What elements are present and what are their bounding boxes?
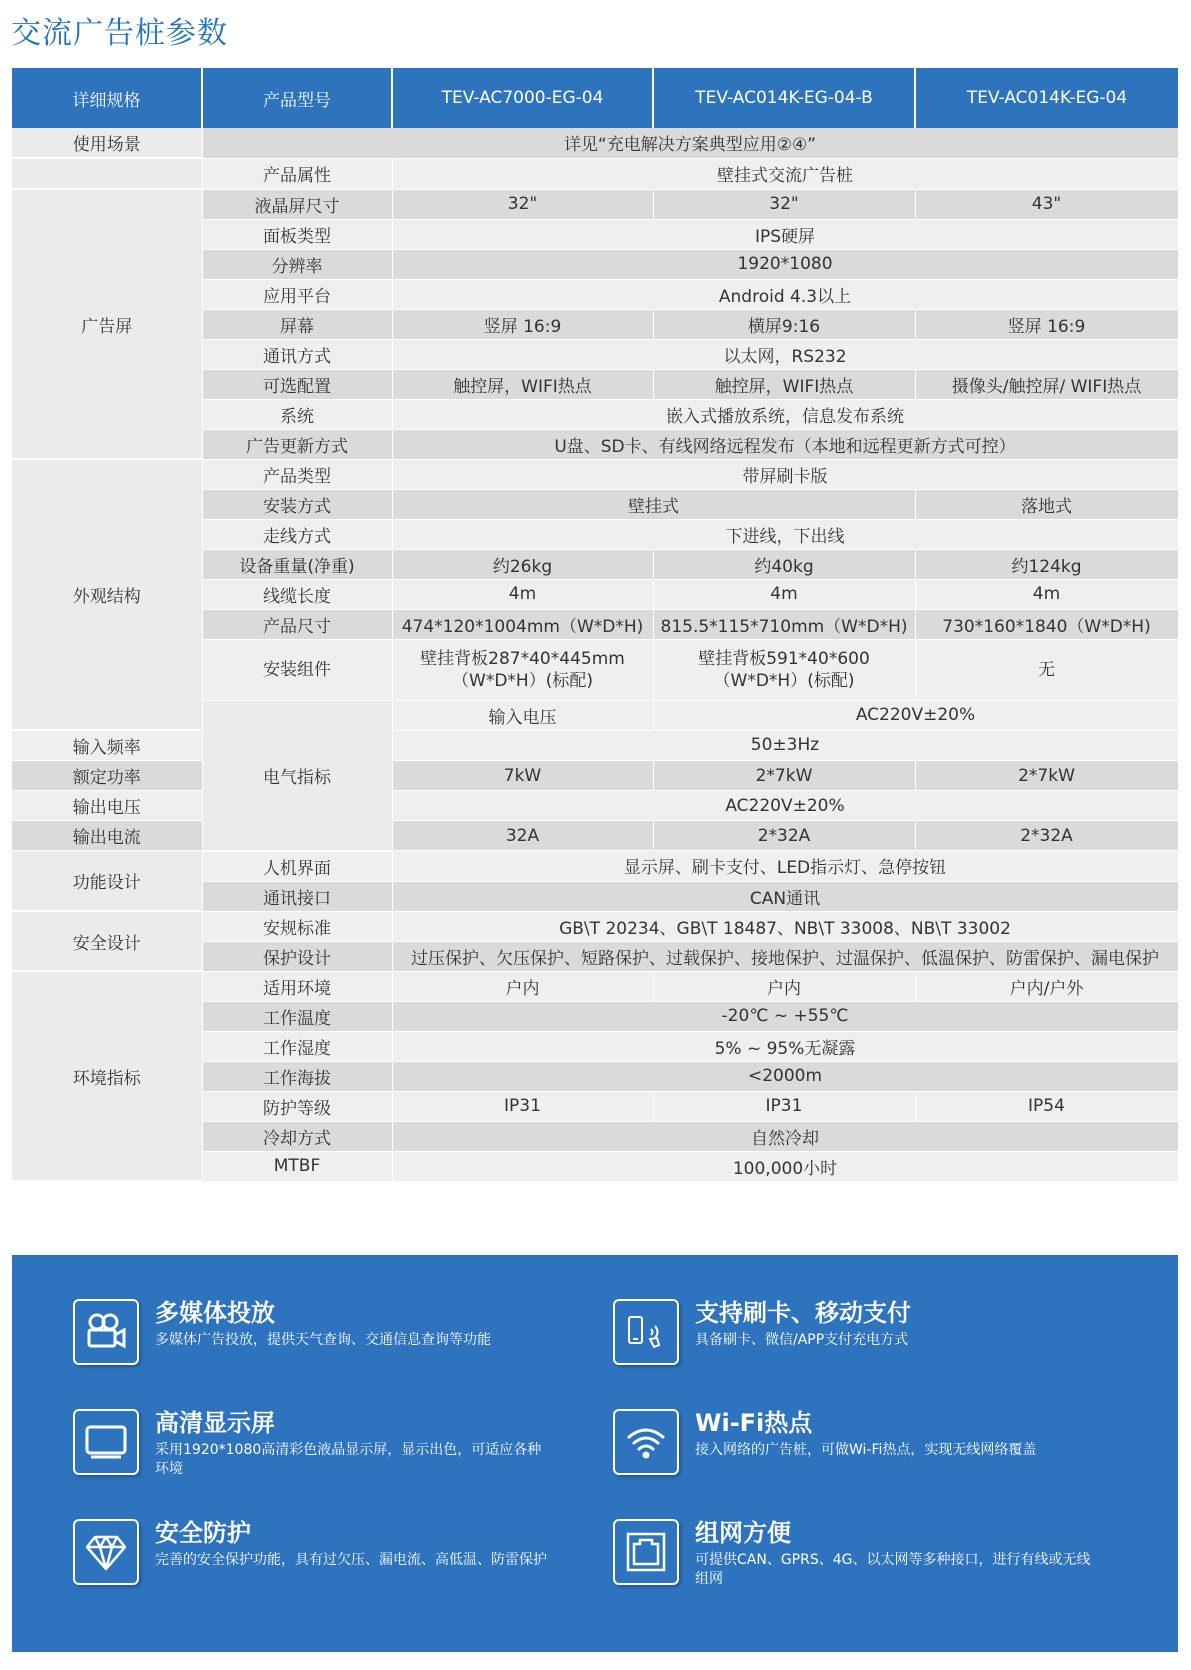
category-cell	[12, 158, 202, 189]
camera-icon	[73, 1299, 139, 1365]
row-label: 冷却方式	[202, 1121, 392, 1151]
category-cell: 外观结构	[12, 459, 202, 730]
row-value: 户内	[392, 971, 653, 1001]
row-value: <2000m	[392, 1061, 1178, 1091]
row-value: Android 4.3以上	[392, 279, 1178, 309]
row-label: 通讯方式	[202, 339, 392, 369]
category-cell: 广告屏	[12, 189, 202, 459]
row-label: 适用环境	[202, 971, 392, 1001]
row-label: 输入频率	[12, 730, 202, 761]
row-value: 显示屏、刷卡支付、LED指示灯、急停按钮	[392, 851, 1178, 882]
row-value: 约40kg	[653, 549, 915, 579]
row-label: 保护设计	[202, 941, 392, 971]
table-row	[12, 730, 1178, 761]
row-value: 4m	[653, 579, 915, 609]
table-row	[12, 189, 1178, 219]
row-label: 设备重量(净重)	[202, 549, 392, 579]
row-value: 户内/户外	[915, 971, 1178, 1001]
phone-nfc-icon	[613, 1299, 679, 1365]
row-value: 约124kg	[915, 549, 1178, 579]
table-row	[12, 791, 1178, 821]
row-value: 户内	[653, 971, 915, 1001]
row-value: 815.5*115*710mm（W*D*H)	[653, 609, 915, 639]
row-value: AC220V±20%	[392, 791, 1178, 821]
row-value: 2*7kW	[915, 761, 1178, 791]
row-value: IP31	[392, 1091, 653, 1121]
row-label: 额定功率	[12, 761, 202, 791]
feature-desc: 采用1920*1080高清彩色液晶显示屏，显示出色，可适应各种环境	[155, 1442, 542, 1477]
wifi-icon	[613, 1409, 679, 1475]
row-label: 工作温度	[202, 1001, 392, 1031]
row-value: 2*32A	[915, 821, 1178, 851]
row-value: 以太网，RS232	[392, 339, 1178, 369]
row-label: MTBF	[202, 1151, 392, 1181]
row-value	[653, 639, 915, 700]
page-title: 交流广告桩参数	[11, 16, 228, 51]
table-row	[12, 761, 1178, 791]
category-cell: 电气指标	[202, 700, 392, 851]
row-value: 带屏刷卡版	[392, 459, 1178, 489]
table-row	[12, 821, 1178, 851]
diamond-icon	[73, 1519, 139, 1585]
category-cell: 安全设计	[12, 911, 202, 971]
row-label: 产品属性	[202, 158, 392, 189]
kit-line-2: （W*D*H）(标配)	[713, 670, 855, 691]
row-value: IP54	[915, 1091, 1178, 1121]
row-value: 100,000小时	[392, 1151, 1178, 1181]
row-value: 嵌入式播放系统，信息发布系统	[392, 399, 1178, 429]
feature-desc: 可提供CAN、GPRS、4G、以太网等多种接口，进行有线或无线组网	[695, 1552, 1091, 1587]
row-value: 摄像头/触控屏/ WIFI热点	[915, 369, 1178, 399]
row-value: 2*32A	[653, 821, 915, 851]
features-panel	[12, 1255, 1178, 1652]
row-value: CAN通讯	[392, 881, 1178, 911]
row-label: 屏幕	[202, 309, 392, 339]
row-label: 输出电压	[12, 791, 202, 821]
row-value: 32"	[392, 189, 653, 219]
row-label: 产品尺寸	[202, 609, 392, 639]
row-label: 安规标准	[202, 911, 392, 941]
row-value: 5% ~ 95%无凝露	[392, 1031, 1178, 1061]
row-value: 壁挂式交流广告桩	[392, 158, 1178, 189]
row-label: 线缆长度	[202, 579, 392, 609]
feature-title: 组网方便	[695, 1519, 791, 1547]
row-value: 无	[915, 639, 1178, 700]
row-value: 32"	[653, 189, 915, 219]
row-label: 使用场景	[12, 128, 202, 158]
row-label: 产品类型	[202, 459, 392, 489]
row-value: IP31	[653, 1091, 915, 1121]
row-value: 32A	[392, 821, 653, 851]
table-header-row	[12, 68, 1178, 128]
row-label: 安装组件	[202, 639, 392, 700]
row-value: 4m	[392, 579, 653, 609]
row-value: GB\T 20234、GB\T 18487、NB\T 33008、NB\T 33002	[392, 911, 1178, 941]
row-value: 4m	[915, 579, 1178, 609]
feature-title: 高清显示屏	[155, 1409, 275, 1437]
row-value: AC220V±20%	[653, 700, 1178, 730]
row-value: 下进线，下出线	[392, 519, 1178, 549]
row-value: 落地式	[915, 489, 1178, 519]
row-label: 人机界面	[202, 851, 392, 882]
row-value: 7kW	[392, 761, 653, 791]
row-value: 474*120*1004mm（W*D*H)	[392, 609, 653, 639]
row-label: 走线方式	[202, 519, 392, 549]
row-value: U盘、SD卡、有线网络远程发布（本地和远程更新方式可控）	[392, 429, 1178, 459]
row-value: 730*160*1840（W*D*H)	[915, 609, 1178, 639]
row-value: 2*7kW	[653, 761, 915, 791]
row-value: 自然冷却	[392, 1121, 1178, 1151]
row-value: IPS硬屏	[392, 219, 1178, 249]
row-value: 50±3Hz	[392, 730, 1178, 761]
category-cell: 环境指标	[12, 971, 202, 1181]
feature-wifi	[613, 1409, 1113, 1489]
row-value: 43"	[915, 189, 1178, 219]
header-model-1: TEV-AC7000-EG-04	[392, 68, 653, 128]
kit-line-2: （W*D*H）(标配)	[452, 670, 593, 691]
row-value	[392, 639, 653, 700]
row-value: 触控屏，WIFI热点	[392, 369, 653, 399]
feature-title: 多媒体投放	[155, 1299, 275, 1327]
row-label: 输入电压	[392, 700, 653, 730]
row-label: 分辨率	[202, 249, 392, 279]
row-value: 1920*1080	[392, 249, 1178, 279]
row-label: 工作湿度	[202, 1031, 392, 1061]
row-label: 输出电流	[12, 821, 202, 851]
display-icon	[73, 1409, 139, 1475]
feature-desc: 完善的安全保护功能，具有过欠压、漏电流、高低温、防雷保护	[155, 1552, 547, 1568]
feature-desc: 多媒体广告投放，提供天气查询、交通信息查询等功能	[155, 1332, 491, 1348]
feature-title: Wi-Fi热点	[695, 1409, 813, 1437]
category-cell: 功能设计	[12, 851, 202, 912]
table-row	[12, 971, 1178, 1001]
row-value: 横屏9:16	[653, 309, 915, 339]
row-label: 防护等级	[202, 1091, 392, 1121]
row-label: 可选配置	[202, 369, 392, 399]
row-label: 面板类型	[202, 219, 392, 249]
row-value: 竖屏 16:9	[915, 309, 1178, 339]
feature-title: 安全防护	[155, 1519, 251, 1547]
header-model-2: TEV-AC014K-EG-04-B	[653, 68, 915, 128]
row-value: 触控屏，WIFI热点	[653, 369, 915, 399]
row-value: 壁挂式	[392, 489, 915, 519]
row-label: 广告更新方式	[202, 429, 392, 459]
table-row	[12, 851, 1178, 882]
row-value: -20℃ ~ +55℃	[392, 1001, 1178, 1031]
feature-desc: 接入网络的广告桩，可做Wi-Fi热点，实现无线网络覆盖	[695, 1442, 1037, 1458]
feature-display	[73, 1409, 573, 1489]
feature-desc: 具备刷卡、微信/APP支付充电方式	[695, 1332, 909, 1348]
table-row	[12, 459, 1178, 489]
kit-line-1: 壁挂背板287*40*445mm	[420, 648, 625, 669]
feature-security	[73, 1519, 573, 1599]
spec-table	[12, 68, 1179, 1182]
row-value: 竖屏 16:9	[392, 309, 653, 339]
row-label: 应用平台	[202, 279, 392, 309]
feature-network	[613, 1519, 1113, 1599]
row-label: 工作海拔	[202, 1061, 392, 1091]
header-spec: 详细规格	[12, 68, 202, 128]
feature-payment	[613, 1299, 1113, 1379]
kit-line-1: 壁挂背板591*40*600	[698, 648, 870, 669]
row-value: 过压保护、欠压保护、短路保护、过载保护、接地保护、过温保护、低温保护、防雷保护、漏电保护	[392, 941, 1178, 971]
table-row	[12, 158, 1178, 189]
row-value: 约26kg	[392, 549, 653, 579]
header-model-3: TEV-AC014K-EG-04	[915, 68, 1178, 128]
feature-multimedia	[73, 1299, 573, 1379]
table-row	[12, 128, 1178, 158]
row-value: 详见“充电解决方案典型应用②④”	[202, 128, 1178, 158]
table-row	[12, 911, 1178, 941]
feature-title: 支持刷卡、移动支付	[695, 1299, 911, 1327]
ethernet-port-icon	[613, 1519, 679, 1585]
row-label: 液晶屏尺寸	[202, 189, 392, 219]
row-label: 系统	[202, 399, 392, 429]
row-label: 安装方式	[202, 489, 392, 519]
header-model: 产品型号	[202, 68, 392, 128]
row-label: 通讯接口	[202, 881, 392, 911]
